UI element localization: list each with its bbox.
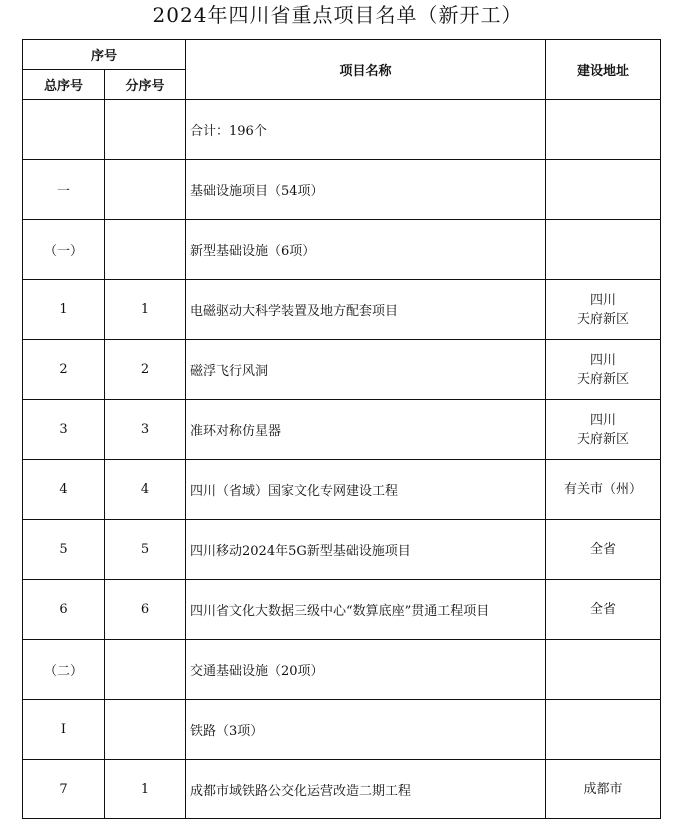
table-header-row <box>23 40 661 70</box>
sub-seq-cell <box>105 640 186 700</box>
sub-seq-cell <box>105 100 186 160</box>
location-cell <box>546 580 661 640</box>
header-sub-seq: 分序号 <box>105 70 186 100</box>
table-row <box>23 520 661 580</box>
table-row <box>23 640 661 700</box>
location-cell <box>546 400 661 460</box>
sub-seq-cell: 1 <box>105 280 186 340</box>
total-seq-cell: 1 <box>23 280 105 340</box>
location-cell <box>546 460 661 520</box>
table-row <box>23 220 661 280</box>
sub-seq-cell: 6 <box>105 580 186 640</box>
total-seq-cell: 4 <box>23 460 105 520</box>
project-name-cell: 准环对称仿星器 <box>186 400 546 460</box>
total-seq-cell: （二） <box>23 640 105 700</box>
location-cell <box>546 100 661 160</box>
location-cell <box>546 520 661 580</box>
sub-seq-cell: 4 <box>105 460 186 520</box>
total-seq-cell: （一） <box>23 220 105 280</box>
sub-seq-cell: 1 <box>105 760 186 819</box>
project-name-cell: 基础设施项目（54项） <box>186 160 546 220</box>
location-line: 成都市 <box>583 781 623 797</box>
total-seq-cell: 7 <box>23 760 105 819</box>
total-seq-cell: 3 <box>23 400 105 460</box>
project-name-cell: 电磁驱动大科学装置及地方配套项目 <box>186 280 546 340</box>
location-line: 全省 <box>590 602 617 617</box>
location-cell <box>546 640 661 700</box>
total-seq-cell: 6 <box>23 580 105 640</box>
sub-seq-cell <box>105 160 186 220</box>
total-seq-cell: 5 <box>23 520 105 580</box>
project-name-cell: 交通基础设施（20项） <box>186 640 546 700</box>
sub-seq-cell <box>105 700 186 760</box>
document-title: 2024年四川省重点项目名单（新开工） <box>152 3 523 27</box>
location-line: 天府新区 <box>577 311 630 327</box>
table-row <box>23 700 661 760</box>
table-row <box>23 340 661 400</box>
project-name-cell: 磁浮飞行风洞 <box>186 340 546 400</box>
location-line: 四川 <box>590 352 617 368</box>
project-name-cell: 四川省文化大数据三级中心“数算底座”贯通工程项目 <box>186 580 546 640</box>
table-row <box>23 760 661 819</box>
total-seq-cell: Ⅰ <box>23 700 105 760</box>
table-row <box>23 460 661 520</box>
location-line: 全省 <box>590 542 617 557</box>
table-row <box>23 280 661 340</box>
table-row <box>23 400 661 460</box>
project-name-cell: 成都市域铁路公交化运营改造二期工程 <box>186 760 546 819</box>
sub-seq-cell: 2 <box>105 340 186 400</box>
location-cell <box>546 760 661 819</box>
sub-seq-cell: 5 <box>105 520 186 580</box>
location-cell <box>546 700 661 760</box>
location-line: 天府新区 <box>577 371 630 387</box>
project-name-cell: 合计：196个 <box>186 100 546 160</box>
table-row <box>23 580 661 640</box>
location-cell <box>546 280 661 340</box>
header-seq: 序号 <box>23 40 186 70</box>
location-line: 四川 <box>590 292 617 308</box>
project-name-cell: 四川移动2024年5G新型基础设施项目 <box>186 520 546 580</box>
table-row <box>23 100 661 160</box>
sub-seq-cell <box>105 220 186 280</box>
table-row <box>23 160 661 220</box>
location-cell <box>546 160 661 220</box>
total-seq-cell: 2 <box>23 340 105 400</box>
project-name-cell: 新型基础设施（6项） <box>186 220 546 280</box>
project-table <box>22 39 661 819</box>
location-line: 天府新区 <box>577 431 630 447</box>
header-location: 建设地址 <box>546 40 661 100</box>
location-cell <box>546 340 661 400</box>
project-name-cell: 四川（省域）国家文化专网建设工程 <box>186 460 546 520</box>
total-seq-cell <box>23 100 105 160</box>
location-line: 有关市（州） <box>564 482 643 497</box>
location-line: 四川 <box>590 412 617 428</box>
sub-seq-cell: 3 <box>105 400 186 460</box>
project-name-cell: 铁路（3项） <box>186 700 546 760</box>
header-total-seq: 总序号 <box>23 70 105 100</box>
location-cell <box>546 220 661 280</box>
total-seq-cell: 一 <box>23 160 105 220</box>
header-project-name: 项目名称 <box>186 40 546 100</box>
